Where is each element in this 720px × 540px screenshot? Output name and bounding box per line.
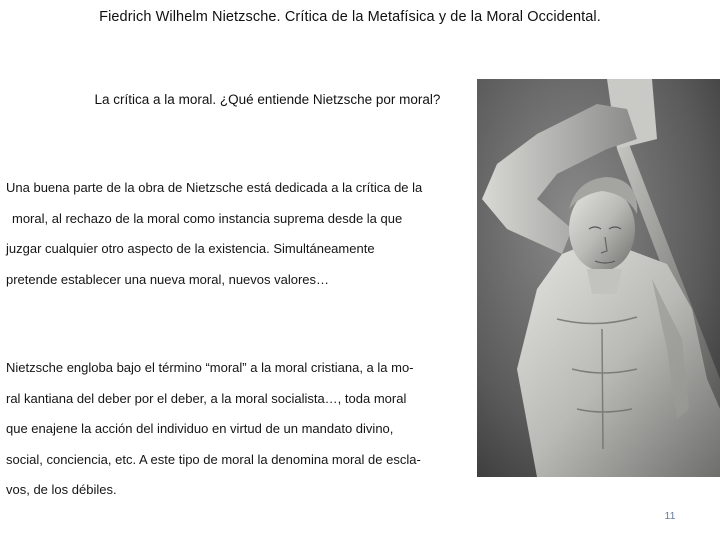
page-number: 11 bbox=[664, 510, 676, 522]
paragraph-line: Nietzsche engloba bajo el término “moral” a la moral cristiana, a la mo- bbox=[6, 360, 414, 375]
paragraph-line: que enajene la acción del individuo en virtud de un mandato divino, bbox=[6, 421, 394, 436]
paragraph-line: pretende establecer una nueva moral, nuevos valores… bbox=[6, 271, 330, 287]
paragraph-line: social, conciencia, etc. A este tipo de moral la denomina moral de escla- bbox=[6, 451, 421, 467]
slide-title: Fiedrich Wilhelm Nietzsche. Crítica de la Metafísica y de la Moral Occidental. bbox=[99, 9, 601, 25]
paragraph-line: moral, al rechazo de la moral como instancia suprema desde la que bbox=[12, 210, 403, 226]
slide-subtitle: La crítica a la moral. ¿Qué entiende Nietzsche por moral? bbox=[94, 92, 441, 107]
paragraph-line: vos, de los débiles. bbox=[6, 482, 117, 497]
greek-statue-photo bbox=[477, 79, 720, 477]
paragraph-line: juzgar cualquier otro aspecto de la existencia. Simultáneamente bbox=[6, 241, 375, 256]
paragraph-line: ral kantiana del deber por el deber, a la moral socialista…, toda moral bbox=[6, 390, 407, 406]
paragraph-line: Una buena parte de la obra de Nietzsche está dedicada a la crítica de la bbox=[6, 180, 423, 195]
statue-illustration bbox=[477, 79, 720, 477]
paragraph-definition bbox=[6, 353, 476, 506]
paragraph-intro bbox=[6, 173, 476, 295]
